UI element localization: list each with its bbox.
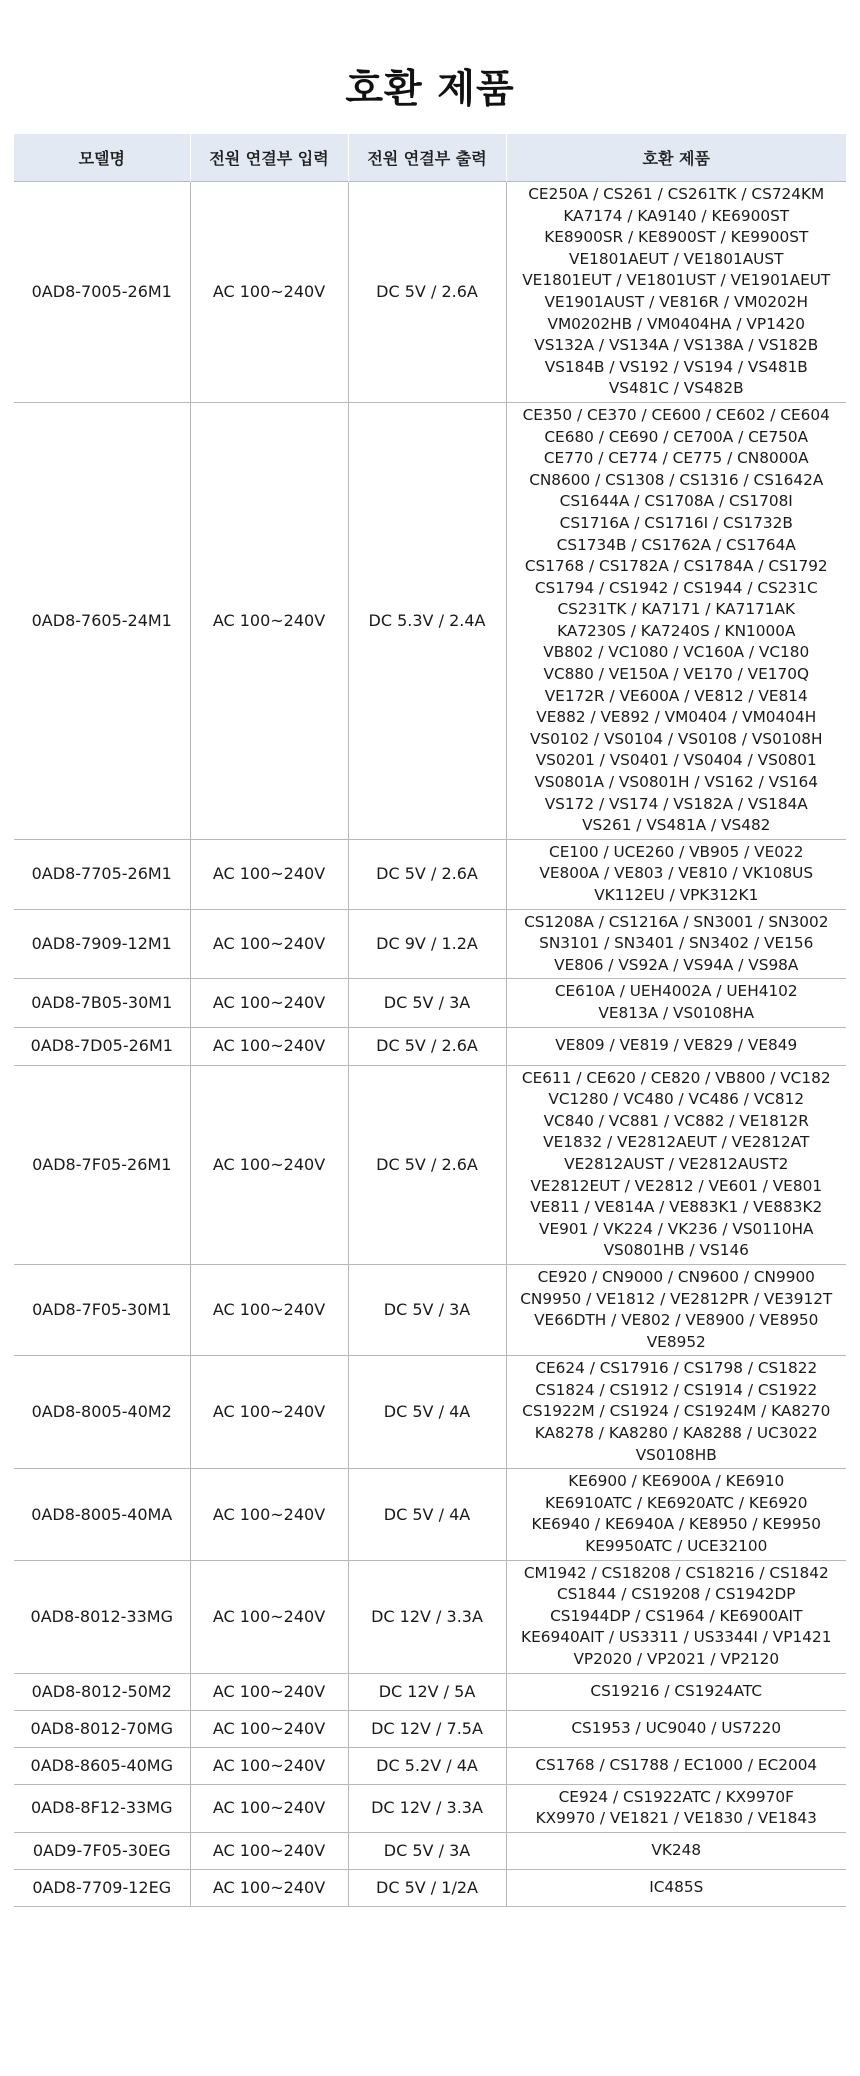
compatible-product-line: CS1644A / CS1708A / CS1708I [559, 492, 793, 511]
compatible-product-line: VE66DTH / VE802 / VE8900 / VE8950 [534, 1311, 819, 1330]
compatible-product-line: VS481C / VS482B [608, 379, 744, 398]
table-row [14, 402, 846, 839]
cell-model: 0AD8-8F12-33MG [14, 1784, 190, 1832]
compatible-product-line: VS0801HB / VS146 [603, 1241, 749, 1260]
cell-power-input: AC 100~240V [190, 1264, 348, 1355]
cell-compatible-products [506, 1784, 846, 1832]
cell-power-input: AC 100~240V [190, 1747, 348, 1784]
compatible-product-line: KE6900 / KE6900A / KE6910 [568, 1472, 785, 1491]
cell-power-output: DC 12V / 5A [348, 1673, 506, 1710]
compatible-product-line: VE882 / VE892 / VM0404 / VM0404H [536, 708, 817, 727]
compatible-product-line: VS261 / VS481A / VS482 [582, 816, 771, 835]
cell-power-input: AC 100~240V [190, 839, 348, 909]
cell-power-input: AC 100~240V [190, 1027, 348, 1065]
cell-model: 0AD8-8005-40M2 [14, 1356, 190, 1469]
table-row [14, 1356, 846, 1469]
cell-power-input: AC 100~240V [190, 1710, 348, 1747]
cell-model: 0AD8-7709-12EG [14, 1869, 190, 1906]
cell-power-input: AC 100~240V [190, 909, 348, 979]
compatible-product-line: CE920 / CN9000 / CN9600 / CN9900 [537, 1267, 815, 1286]
compatible-product-line: CS1794 / CS1942 / CS1944 / CS231C [534, 578, 818, 597]
compatible-product-line: VP2020 / VP2021 / VP2120 [573, 1650, 780, 1668]
compatible-product-line: KE6940 / KE6940A / KE8950 / KE9950 [531, 1515, 822, 1534]
compatible-product-line: VC840 / VC881 / VC882 / VE1812R [543, 1111, 809, 1130]
cell-compatible-products [506, 1832, 846, 1869]
cell-power-output: DC 5V / 3A [348, 979, 506, 1027]
cell-power-input: AC 100~240V [190, 182, 348, 403]
cell-power-output: DC 5V / 3A [348, 1832, 506, 1869]
header-model: 모델명 [14, 134, 190, 182]
compatible-product-line: CE611 / CE620 / CE820 / VB800 / VC182 [521, 1068, 831, 1087]
table-row [14, 1560, 846, 1673]
cell-power-output: DC 5V / 2.6A [348, 182, 506, 403]
cell-power-output: DC 5.2V / 4A [348, 1747, 506, 1784]
table-row [14, 1027, 846, 1065]
compatibility-table [14, 134, 846, 1907]
compatible-product-line: CS1716A / CS1716I / CS1732B [559, 513, 793, 532]
header-compatible-products: 호환 제품 [506, 134, 846, 182]
compatible-product-line: VC880 / VE150A / VE170 / VE170Q [543, 665, 809, 684]
table-row [14, 909, 846, 979]
compatible-product-line: VE1801AEUT / VE1801AUST [569, 249, 784, 268]
cell-model: 0AD8-7605-24M1 [14, 402, 190, 839]
header-row [14, 134, 846, 182]
cell-model: 0AD8-8012-70MG [14, 1710, 190, 1747]
compatible-product-line: VE2812AUST / VE2812AUST2 [564, 1154, 789, 1173]
cell-power-input: AC 100~240V [190, 1784, 348, 1832]
table-row [14, 979, 846, 1027]
cell-compatible-products [506, 1869, 846, 1906]
cell-power-input: AC 100~240V [190, 1560, 348, 1673]
compatible-product-line: CS231TK / KA7171 / KA7171AK [557, 600, 796, 619]
compatible-product-line: CS1944DP / CS1964 / KE6900AIT [550, 1606, 803, 1625]
page-title: 호환 제품 [345, 67, 515, 112]
table-row [14, 1869, 846, 1906]
cell-power-output: DC 12V / 3.3A [348, 1784, 506, 1832]
compatible-product-line: VS0102 / VS0104 / VS0108 / VS0108H [529, 729, 823, 748]
cell-power-input: AC 100~240V [190, 1832, 348, 1869]
compatible-product-line: VE809 / VE819 / VE829 / VE849 [555, 1036, 798, 1055]
compatible-product-line: VE811 / VE814A / VE883K1 / VE883K2 [530, 1198, 823, 1217]
cell-power-output: DC 9V / 1.2A [348, 909, 506, 979]
compatible-product-line: VS0801A / VS0801H / VS162 / VS164 [534, 773, 819, 792]
compatible-product-line: CN8600 / CS1308 / CS1316 / CS1642A [529, 470, 824, 489]
compatible-product-line: CM1942 / CS18208 / CS18216 / CS1842 [523, 1563, 829, 1582]
compatible-product-line: VK112EU / VPK312K1 [594, 886, 759, 904]
cell-model: 0AD8-7B05-30M1 [14, 979, 190, 1027]
table-row [14, 1784, 846, 1832]
compatible-product-line: KX9970 / VE1821 / VE1830 / VE1843 [535, 1809, 817, 1828]
cell-compatible-products [506, 182, 846, 403]
table-header [14, 134, 846, 182]
compatible-product-line: CS1768 / CS1782A / CS1784A / CS1792 [524, 557, 828, 576]
cell-power-input: AC 100~240V [190, 1356, 348, 1469]
cell-compatible-products [506, 839, 846, 909]
compatible-product-line: CS1844 / CS19208 / CS1942DP [557, 1585, 796, 1604]
compatible-product-line: CS1953 / UC9040 / US7220 [571, 1718, 782, 1737]
cell-model: 0AD8-8605-40MG [14, 1747, 190, 1784]
compatible-product-line: VE2812EUT / VE2812 / VE601 / VE801 [530, 1176, 823, 1195]
compatible-product-line: VC1280 / VC480 / VC486 / VC812 [548, 1090, 805, 1109]
cell-power-output: DC 5V / 1/2A [348, 1869, 506, 1906]
compatible-product-line: CS1768 / CS1788 / EC1000 / EC2004 [535, 1755, 818, 1774]
table-row [14, 182, 846, 403]
compatible-product-line: VS172 / VS174 / VS182A / VS184A [544, 794, 808, 813]
compatible-product-line: VE806 / VS92A / VS94A / VS98A [554, 955, 799, 974]
cell-power-input: AC 100~240V [190, 1469, 348, 1560]
cell-power-output: DC 12V / 3.3A [348, 1560, 506, 1673]
cell-model: 0AD8-7005-26M1 [14, 182, 190, 403]
compatible-product-line: KA7174 / KA9140 / KE6900ST [563, 206, 790, 225]
cell-compatible-products [506, 1710, 846, 1747]
compatible-product-line: VE800A / VE803 / VE810 / VK108US [539, 864, 814, 883]
compatible-product-line: CE770 / CE774 / CE775 / CN8000A [543, 449, 809, 468]
cell-compatible-products [506, 402, 846, 839]
table-row [14, 1469, 846, 1560]
compatible-product-line: KE8900SR / KE8900ST / KE9900ST [544, 228, 809, 247]
cell-model: 0AD9-7F05-30EG [14, 1832, 190, 1869]
cell-compatible-products [506, 979, 846, 1027]
compatible-product-line: VS132A / VS134A / VS138A / VS182B [534, 336, 819, 355]
compatible-product-line: CE350 / CE370 / CE600 / CE602 / CE604 [522, 405, 830, 424]
compatible-product-line: CE100 / UCE260 / VB905 / VE022 [549, 842, 804, 861]
compatible-product-line: CE680 / CE690 / CE700A / CE750A [544, 427, 809, 446]
compatible-product-line: SN3101 / SN3401 / SN3402 / VE156 [539, 934, 814, 953]
table-row [14, 1747, 846, 1784]
compatible-product-line: VE1801EUT / VE1801UST / VE1901AEUT [522, 271, 831, 290]
table-row [14, 1264, 846, 1355]
compatible-product-line: KE6910ATC / KE6920ATC / KE6920 [545, 1493, 808, 1512]
cell-compatible-products [506, 1469, 846, 1560]
compatible-product-line: CS1734B / CS1762A / CS1764A [556, 535, 796, 554]
compatible-product-line: KE6940AIT / US3311 / US3344I / VP1421 [521, 1628, 832, 1647]
compatible-product-line: VE813A / VS0108HA [598, 1003, 755, 1022]
cell-power-output: DC 5V / 4A [348, 1356, 506, 1469]
compatible-product-line: CS1208A / CS1216A / SN3001 / SN3002 [524, 912, 829, 931]
compatible-product-line: VM0202HB / VM0404HA / VP1420 [547, 314, 806, 333]
compatible-product-line: VS0108HB [635, 1445, 717, 1464]
cell-compatible-products [506, 1264, 846, 1355]
cell-power-output: DC 5V / 3A [348, 1264, 506, 1355]
compatible-product-line: CE610A / UEH4002A / UEH4102 [554, 982, 798, 1001]
cell-model: 0AD8-8012-33MG [14, 1560, 190, 1673]
compatible-product-line: VS184B / VS192 / VS194 / VS481B [544, 357, 808, 376]
compatible-product-line: VE172R / VE600A / VE812 / VE814 [544, 686, 808, 705]
cell-power-output: DC 5V / 2.6A [348, 839, 506, 909]
compatible-product-line: CE250A / CS261 / CS261TK / CS724KM [528, 185, 825, 203]
compatible-product-line: CE624 / CS17916 / CS1798 / CS1822 [535, 1359, 818, 1378]
cell-model: 0AD8-7F05-30M1 [14, 1264, 190, 1355]
cell-model: 0AD8-8012-50M2 [14, 1673, 190, 1710]
cell-model: 0AD8-7909-12M1 [14, 909, 190, 979]
table-body [14, 182, 846, 1907]
compatible-product-line: VE901 / VK224 / VK236 / VS0110HA [539, 1219, 814, 1238]
cell-compatible-products [506, 909, 846, 979]
cell-power-output: DC 5V / 2.6A [348, 1065, 506, 1264]
compatible-product-line: VS0201 / VS0401 / VS0404 / VS0801 [535, 751, 817, 770]
compatible-product-line: CS19216 / CS1924ATC [590, 1681, 763, 1700]
cell-compatible-products [506, 1747, 846, 1784]
cell-power-input: AC 100~240V [190, 1065, 348, 1264]
cell-model: 0AD8-7705-26M1 [14, 839, 190, 909]
cell-compatible-products [506, 1356, 846, 1469]
compatible-product-line: VE8952 [646, 1332, 706, 1351]
table-row [14, 1673, 846, 1710]
compatible-product-line: CE924 / CS1922ATC / KX9970F [558, 1787, 794, 1806]
compatibility-table-container [14, 134, 846, 1907]
cell-compatible-products [506, 1027, 846, 1065]
table-row [14, 839, 846, 909]
compatible-product-line: KE9950ATC / UCE32100 [585, 1537, 768, 1556]
cell-power-output: DC 5V / 2.6A [348, 1027, 506, 1065]
compatible-product-line: CN9950 / VE1812 / VE2812PR / VE3912T [520, 1289, 833, 1308]
compatible-product-line: CS1824 / CS1912 / CS1914 / CS1922 [535, 1380, 818, 1399]
compatible-product-line: KA7230S / KA7240S / KN1000A [557, 621, 796, 640]
compatible-product-line: CS1922M / CS1924 / CS1924M / KA8270 [522, 1402, 831, 1421]
compatible-product-line: KA8278 / KA8280 / KA8288 / UC3022 [534, 1424, 818, 1443]
cell-model: 0AD8-7F05-26M1 [14, 1065, 190, 1264]
cell-power-output: DC 12V / 7.5A [348, 1710, 506, 1747]
header-power-input: 전원 연결부 입력 [190, 134, 348, 182]
compatible-product-line: VE1832 / VE2812AEUT / VE2812AT [543, 1133, 810, 1152]
compatible-product-line: VB802 / VC1080 / VC160A / VC180 [543, 643, 810, 662]
cell-model: 0AD8-8005-40MA [14, 1469, 190, 1560]
cell-power-input: AC 100~240V [190, 402, 348, 839]
cell-power-input: AC 100~240V [190, 1869, 348, 1906]
table-row [14, 1832, 846, 1869]
compatible-product-line: IC485S [649, 1877, 704, 1896]
table-row [14, 1065, 846, 1264]
cell-power-output: DC 5.3V / 2.4A [348, 402, 506, 839]
cell-power-input: AC 100~240V [190, 979, 348, 1027]
cell-model: 0AD8-7D05-26M1 [14, 1027, 190, 1065]
compatible-product-line: VK248 [651, 1840, 702, 1859]
table-row [14, 1710, 846, 1747]
cell-compatible-products [506, 1673, 846, 1710]
cell-power-output: DC 5V / 4A [348, 1469, 506, 1560]
cell-power-input: AC 100~240V [190, 1673, 348, 1710]
cell-compatible-products [506, 1065, 846, 1264]
compatible-product-line: VE1901AUST / VE816R / VM0202H [544, 292, 809, 311]
header-power-output: 전원 연결부 출력 [348, 134, 506, 182]
cell-compatible-products [506, 1560, 846, 1673]
